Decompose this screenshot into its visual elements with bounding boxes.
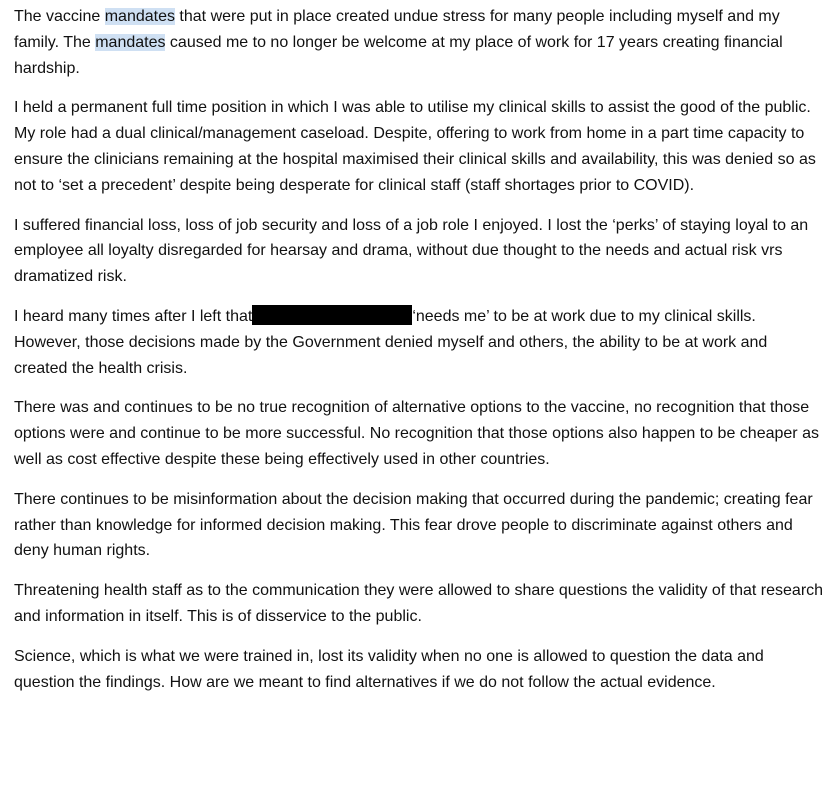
paragraph-7: [14, 578, 824, 630]
text-segment: Threatening health staff as to the communication they were allowed to share questions the validity of that research and information in itself. This is of disservice to the public.: [14, 582, 824, 625]
text-segment: I suffered financial loss, loss of job security and loss of a job role I enjoyed. I lost the ‘perks’ of staying loyal to an employee all loyalty disregarded for hearsay and drama, without due thought to the needs and actual risk vrs dramatized risk.: [14, 216, 809, 286]
paragraph-3: [14, 213, 824, 290]
highlighted-word: mandates: [104, 8, 175, 25]
text-segment: There continues to be misinformation about the decision making that occurred during the pandemic; creating fear rather than knowledge for informed decision making. This fear drove people to discriminate against others and deny human rights.: [14, 490, 813, 560]
highlighted-word: mandates: [95, 33, 166, 51]
text-segment: There was and continues to be no true recognition of alternative options to the vaccine, no recognition that those options were and continue to be more successful. No recognition that those options also happen to be cheaper as well as cost effective despite these being effectively used in other countries.: [14, 399, 819, 468]
paragraph-5: [14, 395, 824, 472]
paragraph-8: [14, 644, 824, 696]
paragraph-1: [14, 4, 824, 81]
text-segment: that were put in place created undue stress for many people including myself and my family. The: [14, 8, 780, 51]
text-segment: I held a permanent full time position in which I was able to utilise my clinical skills to assist the good of the public. My role had a dual clinical/management caseload. Despite, offering to work from home in a part time capacity to ensure the clinicians remaining at the hospital maximised their clinical skills and availability, this was denied so as not to ‘set a precedent’ despite being desperate for clinical staff (staff shortages prior to COVID).: [14, 99, 816, 194]
text-segment: I heard many times after I left that: [14, 307, 253, 325]
paragraph-6: [14, 487, 824, 564]
text-segment: caused me to no longer be welcome at my place of work for 17 years creating financial hardship.: [14, 33, 783, 77]
paragraph-2: [14, 95, 824, 198]
text-segment: ‘needs me’ to be at work due to my clinical skills. However, those decisions made by the Government denied myself and others, the ability to be at work and created the health crisis.: [14, 307, 768, 377]
text-segment: Science, which is what we were trained in, lost its validity when no one is allowed to question the data and question the findings. How are we meant to find alternatives if we do not follow the actual evidence.: [14, 647, 764, 691]
paragraph-4: [14, 304, 824, 381]
redaction-box: [252, 305, 412, 325]
text-segment: The vaccine: [14, 8, 105, 25]
